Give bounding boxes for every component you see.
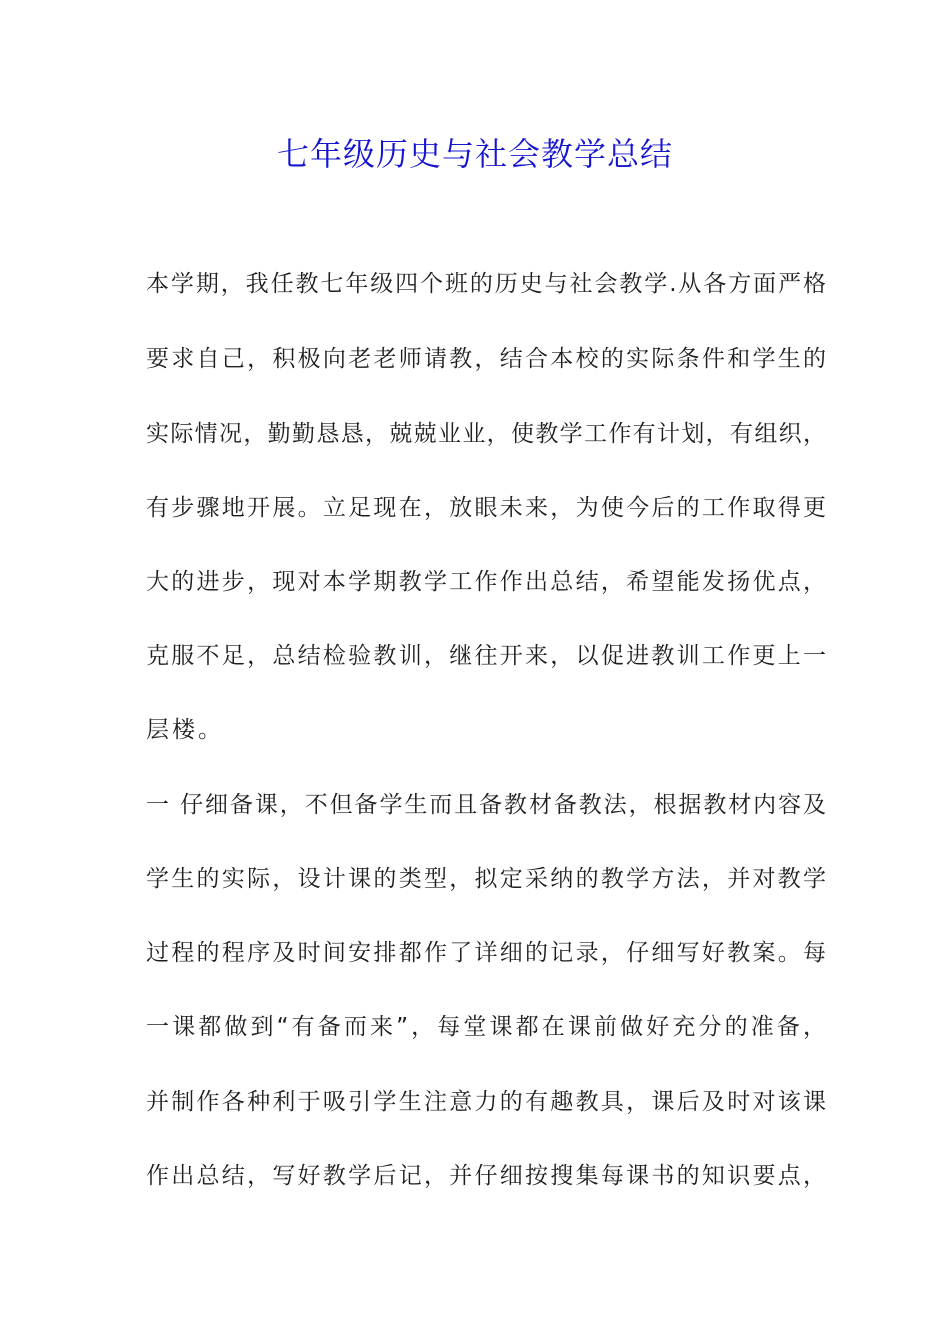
body-line-7: 层楼。: [146, 717, 224, 743]
body-line-4: 有步骤地开展。立足现在，放眼未来，为使今后的工作取得更: [146, 495, 826, 521]
body-line-2: 要求自己，积极向老老师请教，结合本校的实际条件和学生的: [146, 346, 826, 372]
body-line-1: 本学期，我任教七年级四个班的历史与社会教学.从各方面严格: [146, 271, 826, 297]
body-line-6: 克服不足，总结检验教训，继往开来，以促进教训工作更上一: [146, 643, 826, 669]
body-line-9: 学生的实际，设计课的类型，拟定采纳的教学方法，并对教学: [146, 866, 826, 892]
body-line-8: 一 仔细备课，不但备学生而且备教材备教法，根据教材内容及: [146, 792, 826, 818]
document-title: 七年级历史与社会教学总结: [276, 135, 673, 173]
body-line-12: 并制作各种利于吸引学生注意力的有趣教具，课后及时对该课: [146, 1089, 826, 1115]
body-line-11: 一课都做到“有备而来”，每堂课都在课前做好充分的准备，: [146, 1014, 826, 1040]
body-line-10: 过程的程序及时间安排都作了详细的记录，仔细写好教案。每: [146, 940, 826, 966]
body-line-13: 作出总结，写好教学后记，并仔细按搜集每课书的知识要点，: [146, 1163, 826, 1189]
body-line-5: 大的进步，现对本学期教学工作作出总结，希望能发扬优点，: [146, 569, 826, 595]
body-line-3: 实际情况，勤勤恳恳，兢兢业业，使教学工作有计划，有组织，: [146, 421, 826, 447]
